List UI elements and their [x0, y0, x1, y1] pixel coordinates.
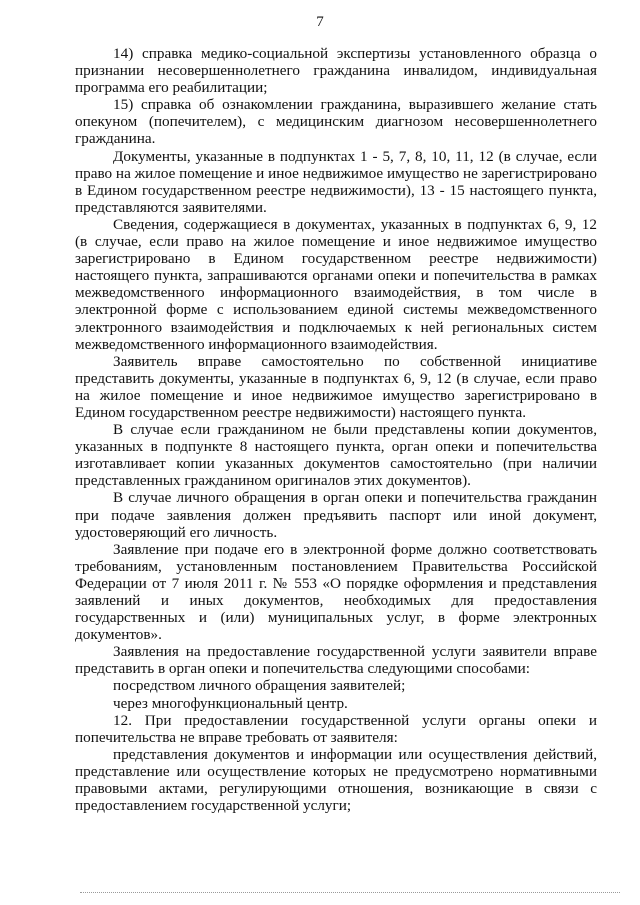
paragraph-applicant-right: Заявитель вправе самостоятельно по собственной инициативе представить документы, указанные в подпунктах 6, 9, 12 (в случае, если право на жилое помещение и иное недвижимое имущество зарегистрировано в Едином государственном реестре недвижимости) настоящего пункта.	[75, 352, 597, 421]
paragraph-submission-methods: Заявления на предоставление государственной услуги заявители вправе представить в орган опеки и попечительства следующими способами:	[75, 643, 597, 678]
paragraph-interagency-requests: Сведения, содержащиеся в документах, указанных в подпунктах 6, 9, 12 (в случае, если право на жилое помещение и иное недвижимое имущество зарегистрировано в Едином государственном реестре недвижимости) настоящего пункта, запрашиваются органами опеки и попечительства в рамках межведомственного информационного взаимодействия, в том числе в электронной форме с использованием единой системы межведомственного электронного взаимодействия и подключаемых к ней региональных систем межведомственного информационного взаимодействия.	[75, 215, 597, 353]
paragraph-item-12: 12. При предоставлении государственной услуги органы опеки и попечительства не вправе требовать от заявителя:	[75, 711, 597, 746]
footer-rule	[80, 892, 620, 893]
paragraph-method-mfc: через многофункциональный центр.	[113, 694, 348, 712]
page-number: 7	[316, 14, 324, 30]
paragraph-method-personal: посредством личного обращения заявителей;	[113, 677, 406, 695]
paragraph-item-15: 15) справка об ознакомлении гражданина, выразившего желание стать опекуном (попечителем), с медицинским диагнозом несовершеннолетнего гражданина.	[75, 96, 597, 148]
paragraph-documents-by-applicant: Документы, указанные в подпунктах 1 - 5, 7, 8, 10, 11, 12 (в случае, если право на жилое помещение и иное недвижимое имущество не зарегистрировано в Едином государственном реестре недвижимости), 13 - 15 настоящего пункта, представляются заявителями.	[75, 147, 597, 216]
paragraph-prohibited-requirements: представления документов и информации или осуществления действий, представление или осуществление которых не предусмотрено нормативными правовыми актами, регулирующими отношения, возникающие в связи с предоставлением государственной услуги;	[75, 745, 597, 815]
document-body	[75, 45, 597, 814]
paragraph-item-14: 14) справка медико-социальной экспертизы установленного образца о признании несовершеннолетнего гражданина инвалидом, индивидуальная программа его реабилитации;	[75, 45, 597, 97]
paragraph-personal-visit: В случае личного обращения в орган опеки и попечительства гражданин при подаче заявления должен предъявить паспорт или иной документ, удостоверяющий его личность.	[75, 489, 597, 541]
paragraph-copies: В случае если гражданином не были представлены копии документов, указанных в подпункте 8 настоящего пункта, орган опеки и попечительства изготавливает копии указанных документов самостоятельно (при наличии представленных гражданином оригиналов этих документов).	[75, 421, 597, 490]
paragraph-electronic-form: Заявление при подаче его в электронной форме должно соответствовать требованиям, установленным постановлением Правительства Российской Федерации от 7 июля 2011 г. № 553 «О порядке оформления и представления заявлений и иных документов, необходимых для предоставления государственных и (или) муниципальных услуг, в форме электронных документов».	[75, 540, 597, 644]
